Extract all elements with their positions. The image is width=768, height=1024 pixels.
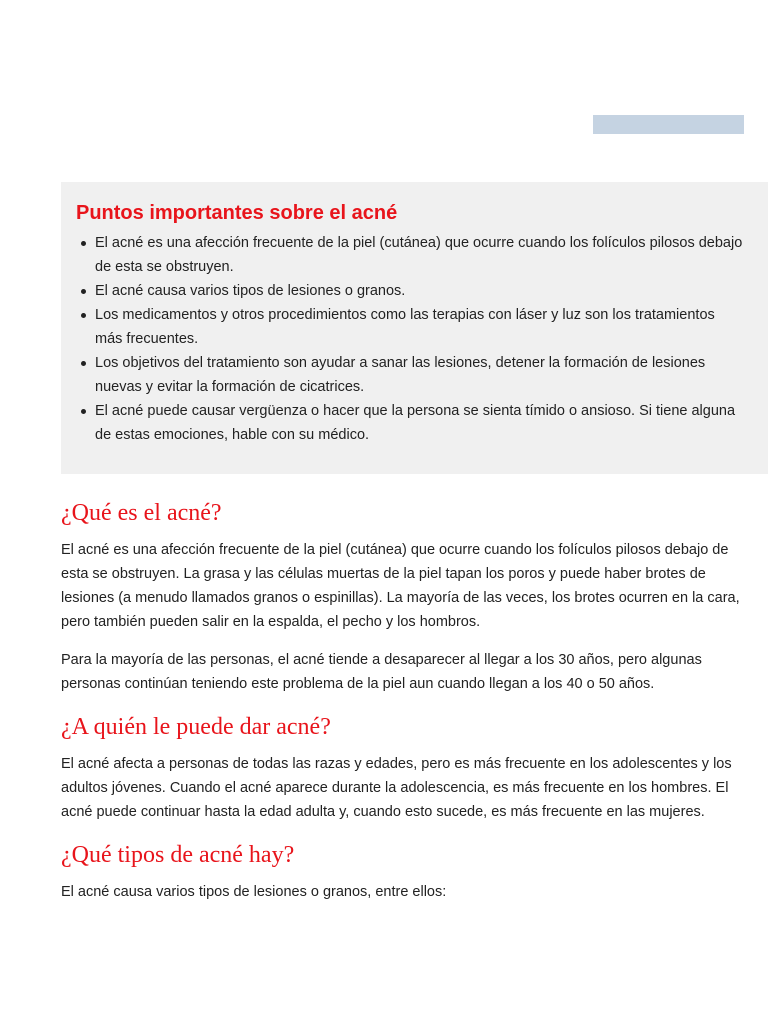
bullet-icon — [81, 289, 86, 294]
section-paragraph: El acné es una afección frecuente de la piel (cutánea) que ocurre cuando los folículos pilosos debajo de esta se obstruyen. La grasa y las células muertas de la piel tapan los poros y puede haber brotes de lesiones (a menudo llamados granos o espinillas). La mayoría de las veces, los brotes ocurren en la cara, pero también pueden salir en la espalda, el pecho y los hombros. — [61, 542, 740, 630]
key-point-text: El acné puede causar vergüenza o hacer que la persona se sienta tímido o ansioso. Si tiene alguna de estas emociones, hable con su médico. — [95, 403, 736, 443]
article-content — [61, 496, 741, 918]
key-point-text: Los objetivos del tratamiento son ayudar a sanar las lesiones, detener la formación de lesiones nuevas y evitar la formación de cicatrices. — [95, 355, 706, 395]
bullet-icon — [81, 241, 86, 246]
header-placeholder-bar — [593, 115, 744, 134]
section-paragraph: El acné afecta a personas de todas las razas y edades, pero es más frecuente en los adolescentes y los adultos jóvenes. Cuando el acné aparece durante la adolescencia, es más frecuente en los hombres. El acné puede continuar hasta la edad adulta y, cuando esto sucede, es más frecuente en las mujeres. — [61, 756, 732, 820]
key-point-text: El acné causa varios tipos de lesiones o granos. — [95, 283, 406, 299]
section-what-is-acne — [61, 496, 741, 696]
section-acne-types — [61, 838, 741, 904]
key-point-item — [95, 303, 744, 351]
key-point-item — [95, 351, 744, 399]
section-heading: ¿Qué es el acné? — [61, 500, 222, 526]
key-point-text: Los medicamentos y otros procedimientos como las terapias con láser y luz son los tratamientos más frecuentes. — [95, 307, 715, 347]
key-points-title: Puntos importantes sobre el acné — [76, 202, 398, 224]
bullet-icon — [81, 313, 86, 318]
key-points-box — [61, 182, 768, 474]
bullet-icon — [81, 409, 86, 414]
key-point-text: El acné es una afección frecuente de la piel (cutánea) que ocurre cuando los folículos pilosos debajo de esta se obstruyen. — [95, 235, 743, 275]
section-paragraph: El acné causa varios tipos de lesiones o granos, entre ellos: — [61, 884, 447, 900]
section-who-gets-acne — [61, 710, 741, 824]
key-point-item — [95, 399, 744, 447]
section-heading: ¿A quién le puede dar acné? — [61, 714, 331, 740]
section-paragraph: Para la mayoría de las personas, el acné tiende a desaparecer al llegar a los 30 años, pero algunas personas continúan teniendo este problema de la piel aun cuando llegan a los 40 o 50 años. — [61, 652, 702, 692]
key-point-item — [95, 231, 744, 279]
bullet-icon — [81, 361, 86, 366]
section-heading: ¿Qué tipos de acné hay? — [61, 842, 295, 868]
key-point-item — [95, 279, 744, 303]
key-points-list — [76, 231, 744, 447]
